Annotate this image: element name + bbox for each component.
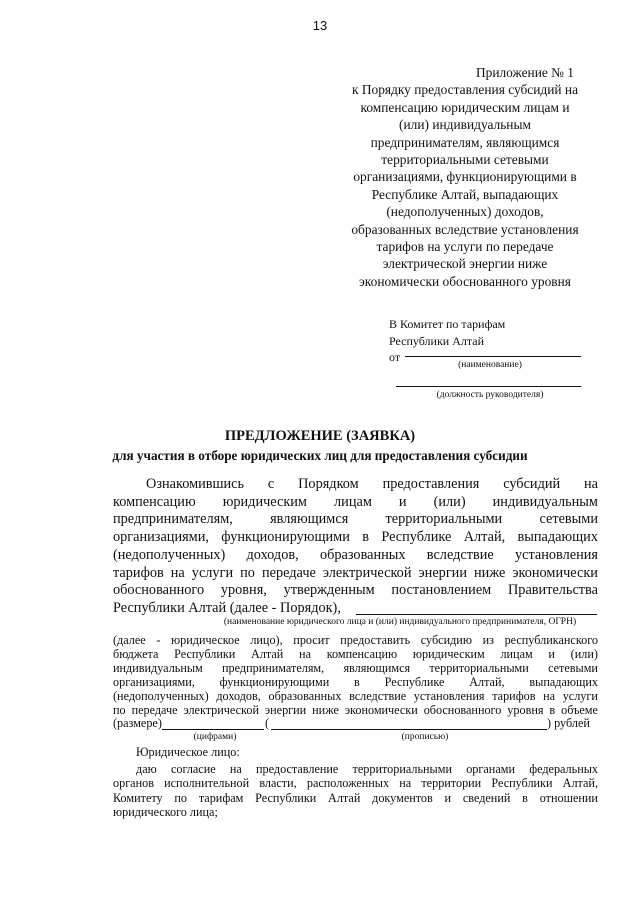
word: услуги: [191, 564, 234, 581]
page-number: 13: [312, 18, 328, 33]
text-line: [113, 582, 598, 599]
word: выпадающих: [529, 674, 598, 689]
org-name-line: [356, 614, 597, 615]
word: на: [299, 646, 311, 661]
word: Алтай: [251, 646, 284, 661]
word: передаче: [261, 564, 316, 581]
word: юридическим: [412, 646, 485, 661]
appendix-line: (недополученных) доходов,: [386, 204, 544, 220]
from-name-line: [405, 356, 581, 357]
word: доходов,: [216, 688, 261, 703]
legal-entity-label: Юридическое лицо:: [136, 745, 240, 759]
word: установления: [413, 688, 485, 703]
word: с: [267, 476, 275, 492]
word: компенсацию: [113, 493, 196, 510]
word: вследствие: [349, 688, 407, 703]
text-line: [113, 494, 598, 511]
word: на: [584, 476, 598, 492]
word: тарифам: [198, 790, 244, 805]
word: утвержденным: [283, 582, 375, 599]
word: организациями,: [113, 529, 209, 546]
word: юридическим: [222, 493, 307, 510]
text-line: [113, 661, 598, 676]
word: (недополученных): [113, 688, 209, 703]
word: лицам: [334, 493, 372, 510]
word: лицо),: [250, 633, 283, 647]
document-title: ПРЕДЛОЖЕНИЕ (ЗАЯВКА): [224, 428, 416, 444]
text-line: [113, 675, 598, 690]
word: на: [170, 564, 185, 581]
word: и: [398, 493, 407, 510]
text-line: [113, 633, 598, 648]
appendix-line: компенсацию юридическим лицам и: [360, 99, 570, 115]
word: экономически: [512, 564, 598, 581]
word: Ознакомившись: [146, 476, 245, 492]
word: сетевыми: [548, 660, 598, 675]
caption-position: (должность руководителя): [436, 390, 544, 400]
word: расположенных: [306, 776, 390, 791]
word: и: [444, 790, 452, 805]
word: предпринимателям,: [113, 511, 233, 528]
word: являющимся: [270, 511, 349, 528]
word: компенсацию: [326, 646, 398, 661]
text-line: [113, 703, 598, 718]
amount-prefix: (размере): [113, 716, 162, 730]
position-line: [396, 386, 581, 387]
word: по: [240, 564, 255, 581]
word: (или): [570, 646, 598, 661]
word: Республики: [491, 776, 553, 791]
word: электрической: [183, 702, 259, 717]
word: Правительства: [507, 582, 598, 599]
addressee-line-2: Республики Алтай: [389, 333, 484, 348]
word: территориальными: [352, 762, 452, 776]
caption-words: (прописью): [401, 732, 449, 742]
word: тарифов: [113, 564, 164, 581]
amount-words-line: [271, 729, 547, 730]
appendix-line: к Порядку предоставления субсидий на: [351, 82, 579, 98]
word: по: [113, 702, 126, 717]
word: отношении: [539, 790, 598, 805]
word: федеральных: [529, 762, 598, 776]
appendix-line: образованных вследствие установления: [351, 221, 579, 237]
word: функционирующими: [221, 529, 350, 546]
word: (или): [433, 493, 466, 510]
word: Порядком: [298, 476, 359, 492]
word: республиканского: [504, 633, 598, 647]
word: на: [229, 762, 242, 776]
consent-last-line: юридического лица;: [113, 805, 218, 819]
word: юридическое: [171, 633, 240, 647]
word: Алтай,: [469, 674, 505, 689]
word: экономически: [344, 702, 418, 717]
word: постановлением: [391, 582, 492, 599]
word: исполнительной: [164, 776, 250, 791]
word: в: [522, 790, 528, 805]
appendix-line: территориальными сетевыми: [381, 152, 549, 168]
text-line: [136, 762, 598, 777]
word: объеме: [561, 702, 598, 717]
text-line: [113, 511, 598, 528]
appendix-block: [330, 64, 600, 290]
text-line: [113, 547, 598, 564]
word: Республики: [174, 646, 236, 661]
word: органов: [113, 776, 154, 791]
word: даю: [136, 762, 157, 776]
word: субсидию: [420, 633, 472, 647]
word: тарифов: [492, 688, 536, 703]
word: в: [354, 674, 360, 689]
word: доходов,: [246, 546, 299, 563]
caption-org: (наименование юридического лица и (или) индивидуального предпринимателя, ОГРН): [223, 617, 577, 627]
word: Республики: [255, 790, 317, 805]
word: просит: [293, 633, 330, 647]
appendix-lines: [330, 81, 600, 290]
appendix-line: тарифов на услуги по передаче: [376, 239, 554, 255]
word: Алтай: [328, 790, 361, 805]
word: электрической: [322, 564, 412, 581]
text-line: [113, 647, 598, 662]
word: предпринимателям,: [222, 660, 325, 675]
word: субсидий: [503, 476, 561, 492]
word: лицам: [500, 646, 533, 661]
word: вследствие: [426, 546, 494, 563]
text-line: [113, 776, 598, 791]
text-line: [113, 529, 598, 546]
word: образованных: [319, 546, 406, 563]
word: документов: [372, 790, 433, 805]
addressee-block: [389, 316, 589, 366]
word: по: [174, 790, 188, 805]
word: услуги: [562, 688, 598, 703]
word: обоснованного: [113, 582, 205, 599]
caption-name: (наименование): [458, 360, 522, 370]
word: из: [482, 633, 494, 647]
word: (недополученных): [113, 546, 226, 563]
word: уровня: [507, 702, 544, 717]
amount-suffix: ) рублей: [547, 716, 590, 730]
word: власти,: [259, 776, 297, 791]
word: индивидуальным: [492, 493, 598, 510]
word: на: [543, 688, 556, 703]
word: в: [549, 702, 556, 717]
appendix-heading: Приложение № 1: [475, 65, 574, 80]
word: Комитету: [113, 790, 163, 805]
word: территории: [421, 776, 482, 791]
appendix-line: организациями, функционирующими в: [353, 169, 577, 185]
word: предоставить: [340, 633, 411, 647]
word: бюджета: [113, 646, 159, 661]
word: Алтай,: [463, 529, 506, 546]
body-main-last-line: Республики Алтай (далее - Порядок),: [113, 600, 341, 616]
word: установления: [514, 546, 598, 563]
word: являющимся: [343, 660, 411, 675]
text-line: [113, 689, 598, 704]
word: предоставления: [382, 476, 480, 492]
appendix-line: Республике Алтай, выпадающих: [371, 186, 559, 202]
appendix-line: предпринимателям, являющимся: [370, 134, 560, 150]
text-line: [113, 565, 598, 582]
word: территориальными: [429, 660, 529, 675]
word: органами: [466, 762, 515, 776]
word: согласие: [170, 762, 216, 776]
appendix-line: экономически обоснованного уровня: [359, 273, 571, 289]
appendix-line: электрической энергии ниже: [382, 256, 548, 272]
word: Республике: [384, 674, 445, 689]
word: Алтай,: [562, 776, 598, 791]
appendix-line: (или) индивидуальным: [399, 117, 531, 133]
word: передаче: [131, 702, 178, 717]
word: функционирующими: [219, 674, 330, 689]
word: уровня,: [220, 582, 267, 599]
text-line: [113, 791, 598, 806]
word: энергии: [264, 702, 307, 717]
amount-digits-line: [162, 729, 264, 730]
caption-digits: (цифрами): [193, 732, 237, 742]
amount-open-paren: (: [265, 716, 270, 730]
document-subtitle: для участия в отборе юридических лиц для предоставления субсидии: [112, 448, 528, 463]
word: сетевыми: [539, 511, 598, 528]
word: обоснованного: [423, 702, 502, 717]
word: сведений: [462, 790, 511, 805]
word: организациями,: [113, 674, 195, 689]
word: ниже: [312, 702, 339, 717]
word: и: [548, 646, 555, 661]
addressee-line-1: В Комитет по тарифам: [389, 317, 506, 331]
addressee-from: от: [389, 350, 401, 364]
word: Республике: [381, 529, 452, 546]
word: в: [362, 529, 369, 546]
word: энергии: [418, 564, 467, 581]
word: на: [399, 776, 412, 791]
text-line: [146, 476, 598, 493]
word: ниже: [474, 564, 506, 581]
word: образованных: [268, 688, 342, 703]
word: (далее: [113, 633, 146, 647]
word: территориальными: [385, 511, 503, 528]
word: выпадающих: [517, 529, 598, 546]
word: индивидуальным: [113, 660, 203, 675]
word: предоставление: [256, 762, 339, 776]
word: -: [156, 633, 161, 647]
